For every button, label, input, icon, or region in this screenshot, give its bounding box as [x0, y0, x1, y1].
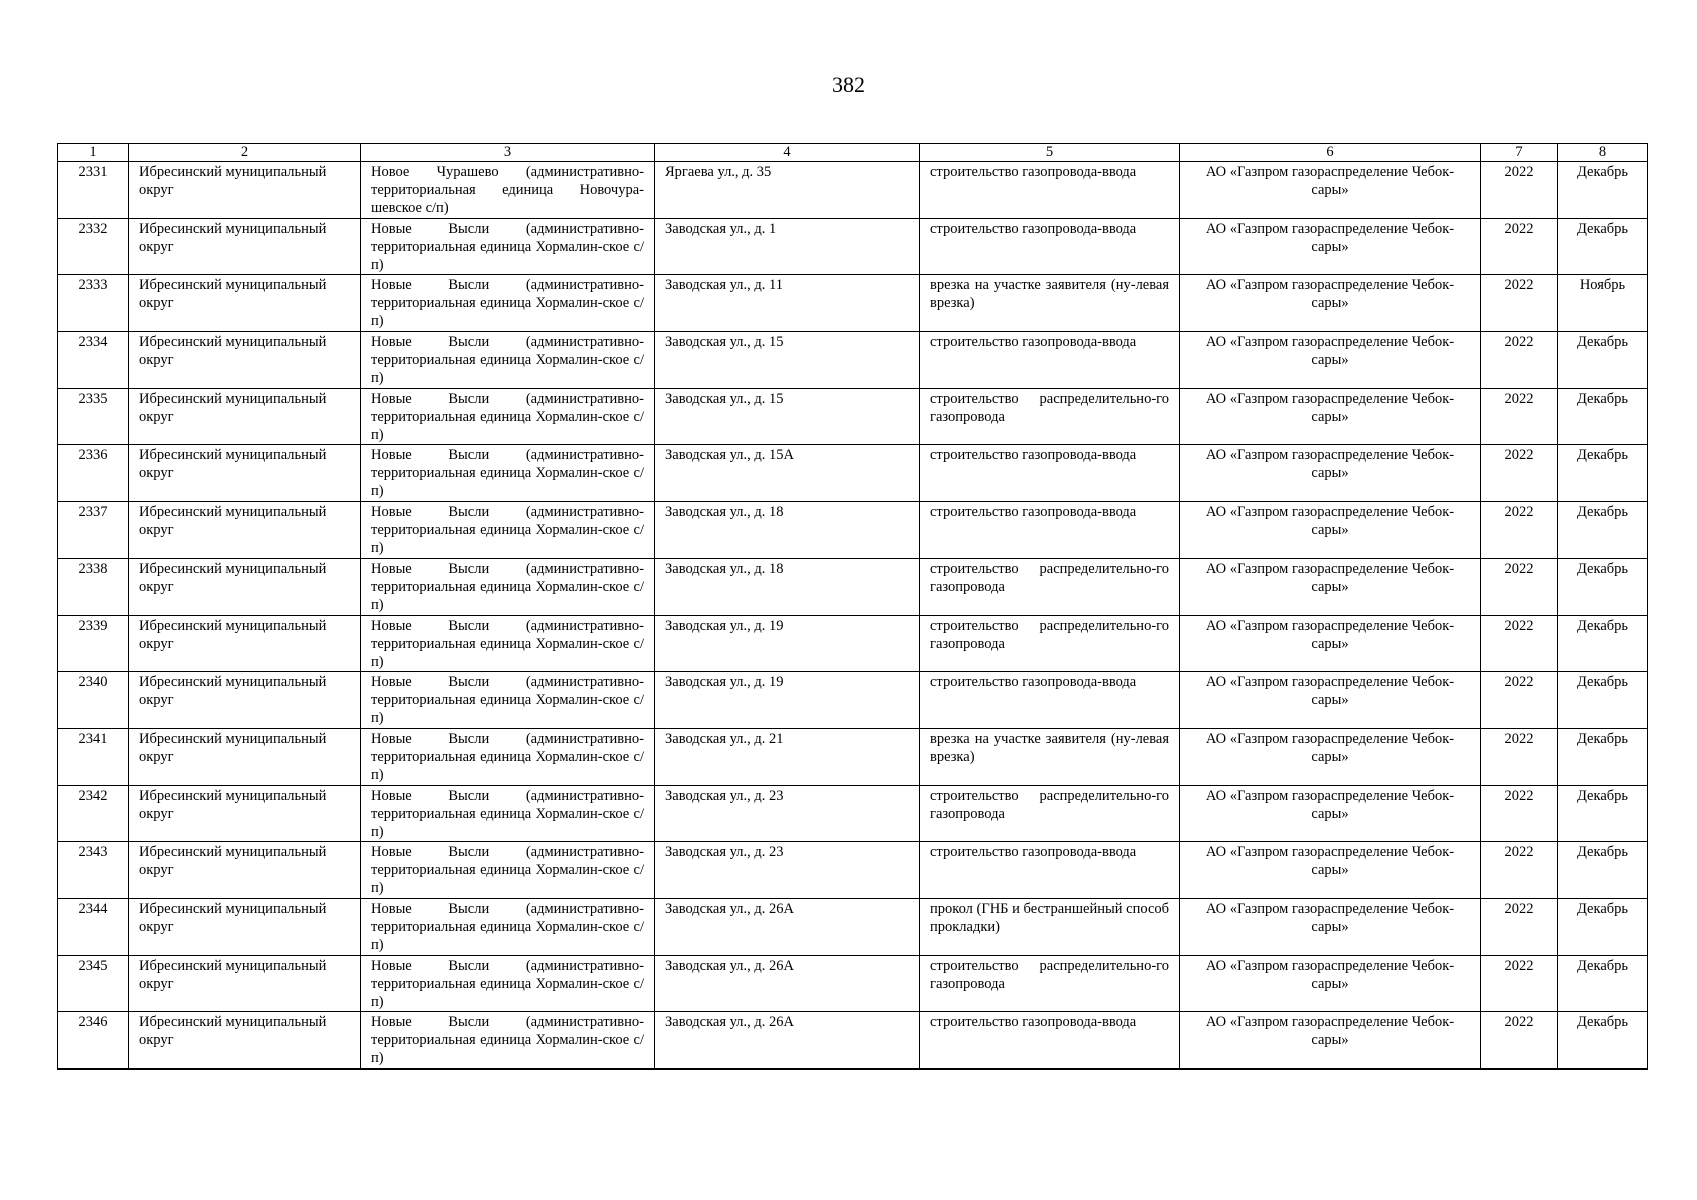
address-cell: Заводская ул., д. 23: [655, 785, 920, 842]
row-number: 2337: [58, 502, 129, 559]
year-cell: 2022: [1481, 785, 1558, 842]
month-cell: Декабрь: [1558, 842, 1648, 899]
row-number: 2338: [58, 558, 129, 615]
table-row: [58, 672, 1648, 729]
row-number: 2332: [58, 218, 129, 275]
column-header: 8: [1558, 144, 1648, 162]
organization-cell: АО «Газпром газораспределение Чебок-сары»: [1180, 728, 1481, 785]
month-cell: Декабрь: [1558, 728, 1648, 785]
year-cell: 2022: [1481, 615, 1558, 672]
work-type-cell: строительство распределительно-го газопровода: [920, 558, 1180, 615]
organization-cell: АО «Газпром газораспределение Чебок-сары»: [1180, 275, 1481, 332]
table-row: [58, 332, 1648, 389]
organization-cell: АО «Газпром газораспределение Чебок-сары»: [1180, 162, 1481, 219]
district-cell: Ибресинский муниципальный округ: [129, 785, 361, 842]
table-row: [58, 558, 1648, 615]
page-number: 382: [832, 72, 865, 97]
row-number: 2342: [58, 785, 129, 842]
address-cell: Заводская ул., д. 26А: [655, 1012, 920, 1069]
row-number: 2339: [58, 615, 129, 672]
work-type-cell: строительство газопровода-ввода: [920, 162, 1180, 219]
address-cell: Заводская ул., д. 19: [655, 615, 920, 672]
district-cell: Ибресинский муниципальный округ: [129, 162, 361, 219]
column-header: 3: [361, 144, 655, 162]
settlement-cell: Новые Высли (административно-территориальная единица Хормалин-ское с/п): [361, 615, 655, 672]
address-cell: Заводская ул., д. 1: [655, 218, 920, 275]
year-cell: 2022: [1481, 1012, 1558, 1069]
district-cell: Ибресинский муниципальный округ: [129, 728, 361, 785]
district-cell: Ибресинский муниципальный округ: [129, 672, 361, 729]
table-row: [58, 898, 1648, 955]
district-cell: Ибресинский муниципальный округ: [129, 218, 361, 275]
row-number: 2334: [58, 332, 129, 389]
settlement-cell: Новые Высли (административно-территориальная единица Хормалин-ское с/п): [361, 672, 655, 729]
month-cell: Декабрь: [1558, 162, 1648, 219]
organization-cell: АО «Газпром газораспределение Чебок-сары»: [1180, 445, 1481, 502]
row-number: 2331: [58, 162, 129, 219]
year-cell: 2022: [1481, 502, 1558, 559]
organization-cell: АО «Газпром газораспределение Чебок-сары»: [1180, 388, 1481, 445]
settlement-cell: Новые Высли (административно-территориальная единица Хормалин-ское с/п): [361, 728, 655, 785]
column-header: 7: [1481, 144, 1558, 162]
column-header: 6: [1180, 144, 1481, 162]
work-type-cell: строительство газопровода-ввода: [920, 502, 1180, 559]
settlement-cell: Новые Высли (административно-территориальная единица Хормалин-ское с/п): [361, 785, 655, 842]
address-cell: Заводская ул., д. 15: [655, 332, 920, 389]
year-cell: 2022: [1481, 728, 1558, 785]
year-cell: 2022: [1481, 672, 1558, 729]
table-row: [58, 615, 1648, 672]
table-row: [58, 955, 1648, 1012]
district-cell: Ибресинский муниципальный округ: [129, 388, 361, 445]
work-type-cell: строительство газопровода-ввода: [920, 445, 1180, 502]
settlement-cell: Новые Высли (административно-территориальная единица Хормалин-ское с/п): [361, 445, 655, 502]
district-cell: Ибресинский муниципальный округ: [129, 275, 361, 332]
year-cell: 2022: [1481, 162, 1558, 219]
month-cell: Декабрь: [1558, 955, 1648, 1012]
address-cell: Заводская ул., д. 19: [655, 672, 920, 729]
table-row: [58, 502, 1648, 559]
organization-cell: АО «Газпром газораспределение Чебок-сары»: [1180, 615, 1481, 672]
month-cell: Декабрь: [1558, 785, 1648, 842]
month-cell: Декабрь: [1558, 558, 1648, 615]
district-cell: Ибресинский муниципальный округ: [129, 615, 361, 672]
organization-cell: АО «Газпром газораспределение Чебок-сары»: [1180, 1012, 1481, 1069]
year-cell: 2022: [1481, 218, 1558, 275]
organization-cell: АО «Газпром газораспределение Чебок-сары»: [1180, 842, 1481, 899]
year-cell: 2022: [1481, 898, 1558, 955]
work-type-cell: строительство распределительно-го газопровода: [920, 955, 1180, 1012]
year-cell: 2022: [1481, 842, 1558, 899]
settlement-cell: Новые Высли (административно-территориальная единица Хормалин-ское с/п): [361, 898, 655, 955]
table-row: [58, 445, 1648, 502]
district-cell: Ибресинский муниципальный округ: [129, 332, 361, 389]
district-cell: Ибресинский муниципальный округ: [129, 445, 361, 502]
settlement-cell: Новые Высли (административно-территориальная единица Хормалин-ское с/п): [361, 275, 655, 332]
organization-cell: АО «Газпром газораспределение Чебок-сары»: [1180, 332, 1481, 389]
district-cell: Ибресинский муниципальный округ: [129, 1012, 361, 1069]
year-cell: 2022: [1481, 558, 1558, 615]
month-cell: Декабрь: [1558, 332, 1648, 389]
work-type-cell: строительство газопровода-ввода: [920, 332, 1180, 389]
row-number: 2336: [58, 445, 129, 502]
settlement-cell: Новые Высли (административно-территориальная единица Хормалин-ское с/п): [361, 1012, 655, 1069]
row-number: 2345: [58, 955, 129, 1012]
row-number: 2335: [58, 388, 129, 445]
table-row: [58, 388, 1648, 445]
address-cell: Заводская ул., д. 15: [655, 388, 920, 445]
work-type-cell: прокол (ГНБ и бестраншейный способ прокладки): [920, 898, 1180, 955]
address-cell: Заводская ул., д. 11: [655, 275, 920, 332]
column-header: 4: [655, 144, 920, 162]
table-row: [58, 1012, 1648, 1069]
year-cell: 2022: [1481, 445, 1558, 502]
work-type-cell: строительство распределительно-го газопровода: [920, 785, 1180, 842]
settlement-cell: Новые Высли (административно-территориальная единица Хормалин-ское с/п): [361, 218, 655, 275]
organization-cell: АО «Газпром газораспределение Чебок-сары»: [1180, 785, 1481, 842]
month-cell: Декабрь: [1558, 445, 1648, 502]
organization-cell: АО «Газпром газораспределение Чебок-сары»: [1180, 955, 1481, 1012]
address-cell: Заводская ул., д. 18: [655, 502, 920, 559]
month-cell: Декабрь: [1558, 388, 1648, 445]
work-type-cell: строительство распределительно-го газопровода: [920, 388, 1180, 445]
district-cell: Ибресинский муниципальный округ: [129, 842, 361, 899]
work-type-cell: строительство газопровода-ввода: [920, 672, 1180, 729]
table-row: [58, 842, 1648, 899]
settlement-cell: Новое Чурашево (административно-территориальная единица Новочура-шевское с/п): [361, 162, 655, 219]
district-cell: Ибресинский муниципальный округ: [129, 558, 361, 615]
row-number: 2346: [58, 1012, 129, 1069]
settlement-cell: Новые Высли (административно-территориальная единица Хормалин-ское с/п): [361, 558, 655, 615]
settlement-cell: Новые Высли (административно-территориальная единица Хормалин-ское с/п): [361, 502, 655, 559]
month-cell: Ноябрь: [1558, 275, 1648, 332]
table-row: [58, 162, 1648, 219]
settlement-cell: Новые Высли (административно-территориальная единица Хормалин-ское с/п): [361, 388, 655, 445]
table-row: [58, 218, 1648, 275]
work-type-cell: строительство газопровода-ввода: [920, 842, 1180, 899]
address-cell: Заводская ул., д. 26А: [655, 955, 920, 1012]
address-cell: Заводская ул., д. 15А: [655, 445, 920, 502]
address-cell: Заводская ул., д. 18: [655, 558, 920, 615]
settlement-cell: Новые Высли (административно-территориальная единица Хормалин-ское с/п): [361, 842, 655, 899]
address-cell: Заводская ул., д. 26А: [655, 898, 920, 955]
row-number: 2344: [58, 898, 129, 955]
settlement-cell: Новые Высли (административно-территориальная единица Хормалин-ское с/п): [361, 955, 655, 1012]
year-cell: 2022: [1481, 332, 1558, 389]
organization-cell: АО «Газпром газораспределение Чебок-сары»: [1180, 558, 1481, 615]
month-cell: Декабрь: [1558, 898, 1648, 955]
row-number: 2343: [58, 842, 129, 899]
organization-cell: АО «Газпром газораспределение Чебок-сары»: [1180, 218, 1481, 275]
table-row: [58, 275, 1648, 332]
month-cell: Декабрь: [1558, 615, 1648, 672]
district-cell: Ибресинский муниципальный округ: [129, 955, 361, 1012]
row-number: 2341: [58, 728, 129, 785]
table-row: [58, 785, 1648, 842]
settlement-cell: Новые Высли (административно-территориальная единица Хормалин-ское с/п): [361, 332, 655, 389]
organization-cell: АО «Газпром газораспределение Чебок-сары»: [1180, 672, 1481, 729]
address-cell: Заводская ул., д. 23: [655, 842, 920, 899]
row-number: 2340: [58, 672, 129, 729]
month-cell: Декабрь: [1558, 1012, 1648, 1069]
district-cell: Ибресинский муниципальный округ: [129, 502, 361, 559]
gasification-table: [57, 143, 1648, 1070]
work-type-cell: строительство распределительно-го газопровода: [920, 615, 1180, 672]
address-cell: Яргаева ул., д. 35: [655, 162, 920, 219]
month-cell: Декабрь: [1558, 218, 1648, 275]
column-header: 2: [129, 144, 361, 162]
month-cell: Декабрь: [1558, 672, 1648, 729]
work-type-cell: врезка на участке заявителя (ну-левая врезка): [920, 275, 1180, 332]
organization-cell: АО «Газпром газораспределение Чебок-сары»: [1180, 502, 1481, 559]
work-type-cell: врезка на участке заявителя (ну-левая врезка): [920, 728, 1180, 785]
month-cell: Декабрь: [1558, 502, 1648, 559]
work-type-cell: строительство газопровода-ввода: [920, 1012, 1180, 1069]
work-type-cell: строительство газопровода-ввода: [920, 218, 1180, 275]
column-header: 5: [920, 144, 1180, 162]
year-cell: 2022: [1481, 955, 1558, 1012]
row-number: 2333: [58, 275, 129, 332]
district-cell: Ибресинский муниципальный округ: [129, 898, 361, 955]
organization-cell: АО «Газпром газораспределение Чебок-сары»: [1180, 898, 1481, 955]
column-header: 1: [58, 144, 129, 162]
year-cell: 2022: [1481, 388, 1558, 445]
table-row: [58, 728, 1648, 785]
address-cell: Заводская ул., д. 21: [655, 728, 920, 785]
column-number-row: [58, 144, 1648, 162]
year-cell: 2022: [1481, 275, 1558, 332]
